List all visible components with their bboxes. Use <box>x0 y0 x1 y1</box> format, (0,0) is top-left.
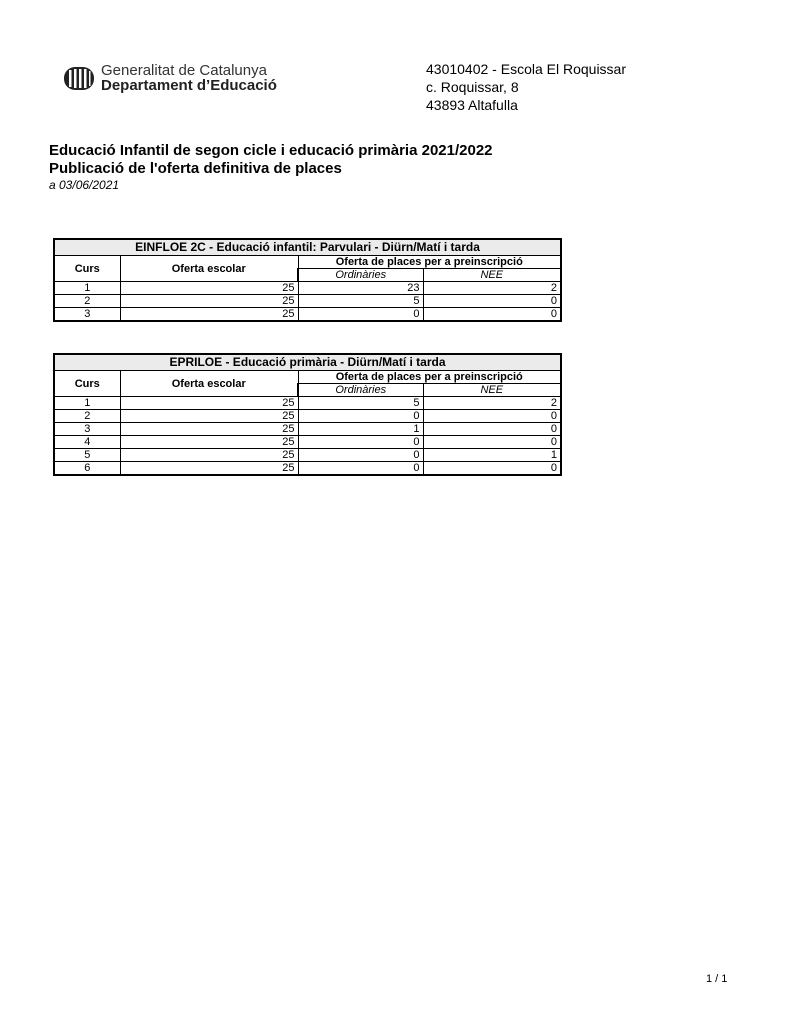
col-header-ordinaries: Ordinàries <box>298 269 423 282</box>
cell-nee: 2 <box>423 282 561 295</box>
col-header-oferta-escolar: Oferta escolar <box>120 371 298 397</box>
address-line: c. Roquissar, 8 <box>426 79 519 95</box>
col-header-nee: NEE <box>423 269 561 282</box>
cell-curs: 6 <box>54 462 120 476</box>
cell-nee: 0 <box>423 462 561 476</box>
offer-table-primaria <box>53 353 562 476</box>
offer-table-infantil <box>53 238 562 322</box>
cell-curs: 2 <box>54 410 120 423</box>
col-header-curs: Curs <box>54 256 120 282</box>
address-line: 43893 Altafulla <box>426 97 518 113</box>
cell-curs: 2 <box>54 295 120 308</box>
cell-curs: 3 <box>54 423 120 436</box>
table-row <box>54 295 561 308</box>
cell-ordinaries: 0 <box>298 436 423 449</box>
cell-nee: 0 <box>423 410 561 423</box>
col-header-oferta-places: Oferta de places per a preinscripció <box>298 371 561 384</box>
publication-date: a 03/06/2021 <box>49 178 120 192</box>
cell-nee: 0 <box>423 308 561 322</box>
cell-ordinaries: 23 <box>298 282 423 295</box>
col-header-curs: Curs <box>54 371 120 397</box>
address-line: 43010402 - Escola El Roquissar <box>426 61 627 77</box>
table-row <box>54 462 561 476</box>
cell-ordinaries: 0 <box>298 410 423 423</box>
document-heading <box>49 142 493 193</box>
cell-oferta-escolar: 25 <box>120 423 298 436</box>
cell-oferta-escolar: 25 <box>120 295 298 308</box>
table-row <box>54 282 561 295</box>
cell-nee: 0 <box>423 295 561 308</box>
generalitat-emblem-icon <box>64 65 94 92</box>
table-title: EINFLOE 2C - Educació infantil: Parvulari - Diürn/Matí i tarda <box>54 239 561 256</box>
cell-ordinaries: 0 <box>298 449 423 462</box>
table-row <box>54 423 561 436</box>
cell-curs: 1 <box>54 397 120 410</box>
col-header-ordinaries: Ordinàries <box>298 384 423 397</box>
col-header-oferta-places: Oferta de places per a preinscripció <box>298 256 561 269</box>
cell-nee: 2 <box>423 397 561 410</box>
cell-ordinaries: 0 <box>298 462 423 476</box>
cell-ordinaries: 5 <box>298 295 423 308</box>
table-title: EPRILOE - Educació primària - Diürn/Matí i tarda <box>54 354 561 371</box>
table-row <box>54 410 561 423</box>
table-row <box>54 449 561 462</box>
cell-nee: 0 <box>423 436 561 449</box>
logo-line1: Generalitat de Catalunya <box>101 62 267 79</box>
col-header-nee: NEE <box>423 384 561 397</box>
page-number: 1 / 1 <box>706 973 728 985</box>
cell-nee: 1 <box>423 449 561 462</box>
cell-oferta-escolar: 25 <box>120 308 298 322</box>
cell-oferta-escolar: 25 <box>120 449 298 462</box>
cell-oferta-escolar: 25 <box>120 397 298 410</box>
logo-line2: Departament d’Educació <box>101 77 277 94</box>
document-subtitle: Publicació de l'oferta definitiva de places <box>49 160 342 177</box>
school-address <box>426 60 626 114</box>
cell-curs: 4 <box>54 436 120 449</box>
cell-curs: 1 <box>54 282 120 295</box>
table-row <box>54 308 561 322</box>
cell-oferta-escolar: 25 <box>120 462 298 476</box>
cell-curs: 3 <box>54 308 120 322</box>
cell-ordinaries: 1 <box>298 423 423 436</box>
cell-oferta-escolar: 25 <box>120 282 298 295</box>
table-row <box>54 397 561 410</box>
generalitat-logo <box>64 63 277 93</box>
cell-nee: 0 <box>423 423 561 436</box>
col-header-oferta-escolar: Oferta escolar <box>120 256 298 282</box>
cell-ordinaries: 0 <box>298 308 423 322</box>
table-row <box>54 436 561 449</box>
cell-ordinaries: 5 <box>298 397 423 410</box>
document-title: Educació Infantil de segon cicle i educació primària 2021/2022 <box>49 142 493 159</box>
cell-oferta-escolar: 25 <box>120 436 298 449</box>
cell-curs: 5 <box>54 449 120 462</box>
cell-oferta-escolar: 25 <box>120 410 298 423</box>
